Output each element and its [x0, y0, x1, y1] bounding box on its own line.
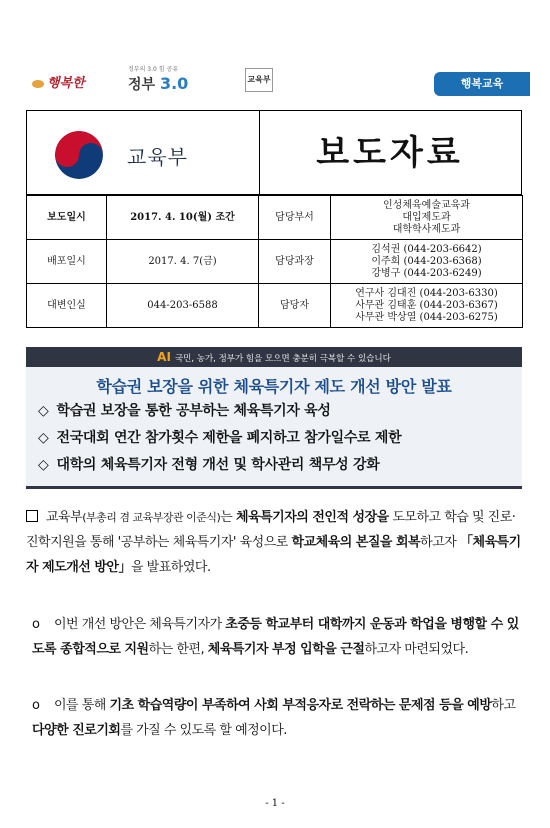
department-label: 담당부서 — [259, 196, 331, 240]
headline-banner — [26, 347, 522, 489]
circle-bullet-icon: o — [32, 698, 40, 713]
distribution-date-value: 2017. 4. 7(금) — [107, 240, 259, 284]
manager-label: 담당과장 — [259, 240, 331, 284]
press-header — [26, 110, 522, 195]
diamond-icon: ◇ — [38, 430, 49, 446]
ministry-cell — [27, 111, 260, 194]
paragraph-intro: 교육부(부총리 겸 교육부장관 이준식)는 체육특기자의 전인적 성장을 도모하고 학습 및 진로·진학지원을 통해 '공부하는 체육특기자' 육성으로 학교체육의 본질을 회복하고자 「체육특기자 제도개선 방안」을 발표하였다. — [26, 510, 521, 575]
staff-value: 연구사 김대진 (044-203-6330) 사무관 김태훈 (044-203-6367) 사무관 박상열 (044-203-6275) — [331, 284, 523, 328]
page-number: - 1 - — [265, 798, 285, 809]
happiness-logo: 행복한 — [32, 72, 85, 91]
ministry-name: 교육부 — [127, 145, 188, 169]
release-date-value: 2017. 4. 10(월) 조간 — [107, 196, 259, 240]
taegeuk-emblem-icon — [55, 131, 103, 179]
slogan-bar: AI 국민, 농가, 정부가 힘을 모으면 충분히 극복할 수 있습니다 — [26, 347, 522, 367]
table-row — [27, 284, 523, 328]
circle-bullet-icon: o — [32, 617, 40, 632]
ai-label: AI — [157, 350, 171, 364]
distribution-date-label: 배포일시 — [27, 240, 107, 284]
table-row — [27, 196, 523, 240]
release-date-label: 보도일시 — [27, 196, 107, 240]
happy-education-badge: 행복교육 — [434, 72, 530, 96]
info-table — [26, 195, 523, 328]
spokesperson-value: 044-203-6588 — [107, 284, 259, 328]
table-row — [27, 240, 523, 284]
paragraph-detail-2: o 이를 통해 기초 학습역량이 부족하여 사회 부적응자로 전락하는 문제점 등을 예방하고 다양한 진로기회를 가질 수 있도록 할 예정이다. — [32, 693, 520, 743]
top-logos — [30, 60, 530, 100]
department-value: 인성체육예술교육과 대입제도과 대학학사제도과 — [331, 196, 523, 240]
press-release-title: 보도자료 — [316, 133, 464, 173]
subpoint-item: ◇ 대학의 체육특기자 전형 개선 및 학사관리 책무성 강화 — [38, 457, 380, 473]
gov30-logo: 정부의 3.0 힘 공유 정부 3.0 — [128, 66, 189, 93]
diamond-icon: ◇ — [38, 403, 49, 419]
diamond-icon: ◇ — [38, 457, 49, 473]
swoosh-icon — [32, 80, 44, 88]
square-bullet-icon — [26, 510, 38, 522]
staff-label: 담당자 — [259, 284, 331, 328]
headline-title: 학습권 보장을 위한 체육특기자 제도 개선 방안 발표 — [96, 377, 452, 396]
subpoint-item: ◇ 전국대회 연간 참가횟수 제한을 폐지하고 참가일수로 제한 — [38, 430, 402, 446]
paragraph-detail-1: o 이번 개선 방안은 체육특기자가 초중등 학교부터 대학까지 운동과 학업을 병행할 수 있도록 종합적으로 지원하는 한편, 체육특기자 부정 입학을 근절하고자 마련되었다. — [32, 612, 520, 662]
subpoint-item: ◇ 학습권 보장을 통한 공부하는 체육특기자 육성 — [38, 403, 331, 419]
ministry-small-logo: 교육부 — [245, 68, 273, 92]
manager-value: 김석권 (044-203-6642) 이주희 (044-203-6368) 강병구 (044-203-6249) — [331, 240, 523, 284]
spokesperson-label: 대변인실 — [27, 284, 107, 328]
headline-box — [26, 367, 522, 489]
